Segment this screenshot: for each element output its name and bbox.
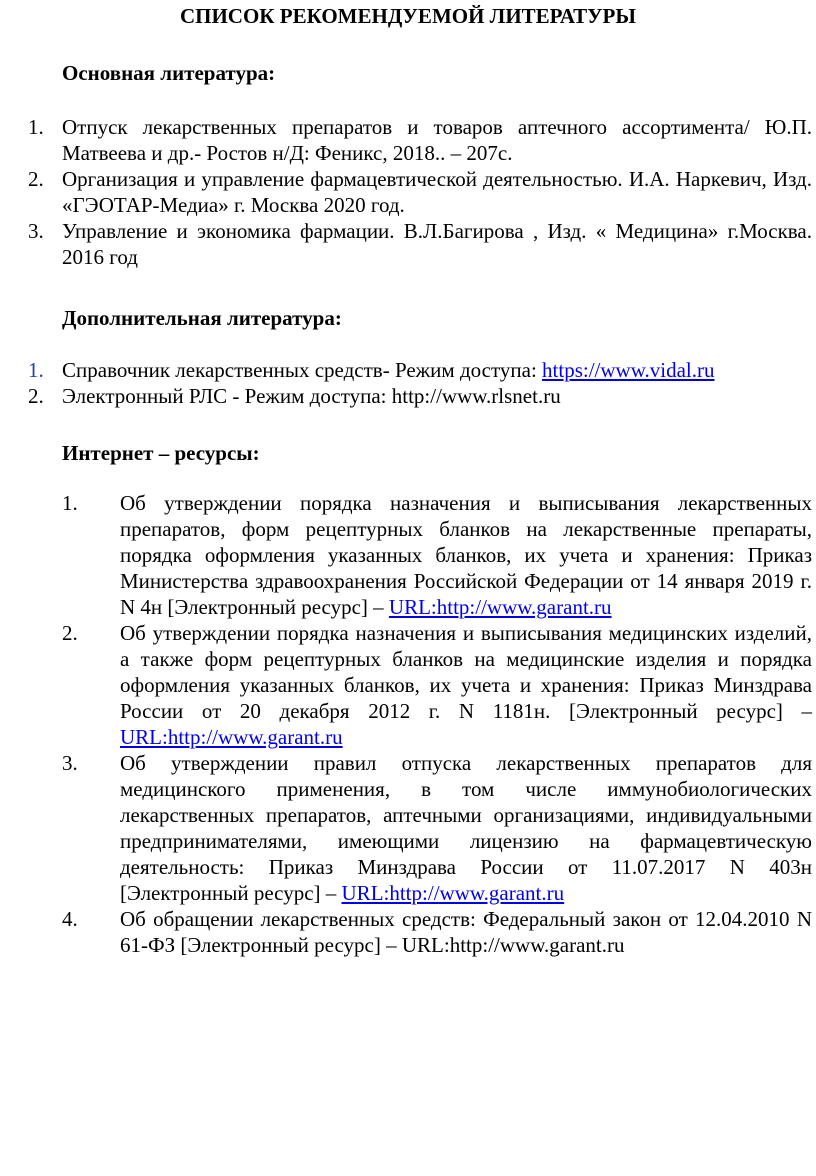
garant-link[interactable]: URL:http://www.garant.ru bbox=[120, 725, 343, 749]
page-title: СПИСОК РЕКОМЕНДУЕМОЙ ЛИТЕРАТУРЫ bbox=[179, 4, 637, 28]
list-item-text: Управление и экономика фармации. В.Л.Багирова , Изд. « Медицина» г.Москва. 2016 год bbox=[62, 219, 812, 269]
list-item bbox=[0, 490, 816, 620]
list-item-number: 2. bbox=[28, 384, 44, 408]
vidal-link[interactable]: https://www.vidal.ru bbox=[542, 358, 715, 382]
list-item-text: Организация и управление фармацевтической деятельностью. И.А. Наркевич, Изд. «ГЭОТАР-Медиа» г. Москва 2020 год. bbox=[62, 167, 812, 217]
list-item-text-body: Справочник лекарственных средств- Режим доступа: bbox=[62, 358, 543, 382]
garant-link[interactable]: URL:http://www.garant.ru bbox=[341, 881, 565, 905]
list-item-number: 2. bbox=[62, 621, 78, 645]
additional-literature-list bbox=[0, 357, 816, 409]
list-item-text-body: Об утверждении порядка назначения и выписывания лекарственных препаратов, форм рецептурных бланков на лекарственные препараты, порядка оформления указанных бланков, их учета и хранения: Приказ Министерства здравоохранения Российской Федерации от 14 января 2019 г. N 4н [Электронный ресурс] – bbox=[120, 491, 812, 619]
list-item-text bbox=[62, 357, 812, 383]
list-item bbox=[0, 114, 816, 166]
list-item bbox=[0, 906, 816, 958]
list-item-number: 1. bbox=[28, 358, 44, 382]
list-item-text-body: Об утверждении правил отпуска лекарственных препаратов для медицинского применения, в том числе иммунобиологических лекарственных препаратов, аптечными организациями, индивидуальными предпринимателями, имеющими лицензию на фармацевтическую деятельность: Приказ Минздрава России от 11.07.2017 N 403н [Электронный ресурс] – bbox=[120, 751, 812, 905]
main-literature-list bbox=[0, 114, 816, 270]
garant-link[interactable]: URL:http://www.garant.ru bbox=[388, 595, 612, 619]
list-item-number: 2. bbox=[28, 167, 44, 191]
list-item-number: 3. bbox=[28, 219, 44, 243]
list-item-text-body: Об утверждении порядка назначения и выписывания медицинских изделий, а также форм рецептурных бланков на медицинские изделия и порядка оформления указанных бланков, их учета и хранения: Приказ Минздрава России от 20 декабря 2012 г. N 1181н. [Электронный ресурс] – bbox=[120, 621, 812, 723]
additional-literature-heading: Дополнительная литература: bbox=[62, 306, 342, 330]
list-item-number: 3. bbox=[62, 751, 78, 775]
list-item-text: Отпуск лекарственных препаратов и товаров аптечного ассортимента/ Ю.П. Матвеева и др.- Ростов н/Д: Феникс, 2018.. – 207с. bbox=[62, 115, 812, 165]
list-item-text bbox=[120, 620, 812, 750]
list-item bbox=[0, 750, 816, 906]
list-item bbox=[0, 166, 816, 218]
list-item bbox=[0, 218, 816, 270]
list-item bbox=[0, 383, 816, 409]
list-item-text bbox=[120, 906, 812, 958]
main-literature-heading: Основная литература: bbox=[62, 61, 276, 85]
list-item bbox=[0, 620, 816, 750]
internet-resources-heading: Интернет – ресурсы: bbox=[62, 441, 260, 465]
list-item-number: 1. bbox=[28, 115, 44, 139]
list-item-text bbox=[120, 750, 812, 906]
list-item-number: 1. bbox=[62, 491, 78, 515]
list-item-text bbox=[120, 490, 812, 620]
garant-url-text: URL:http://www.garant.ru bbox=[401, 933, 625, 957]
list-item-text-body: Об обращении лекарственных средств: Федеральный закон от 12.04.2010 N 61-ФЗ [Электронный ресурс] – bbox=[120, 907, 812, 957]
list-item-text: Электронный РЛС - Режим доступа: http://www.rlsnet.ru bbox=[62, 384, 561, 408]
list-item-number: 4. bbox=[62, 907, 78, 931]
internet-resources-list bbox=[0, 490, 816, 958]
list-item bbox=[0, 357, 816, 383]
